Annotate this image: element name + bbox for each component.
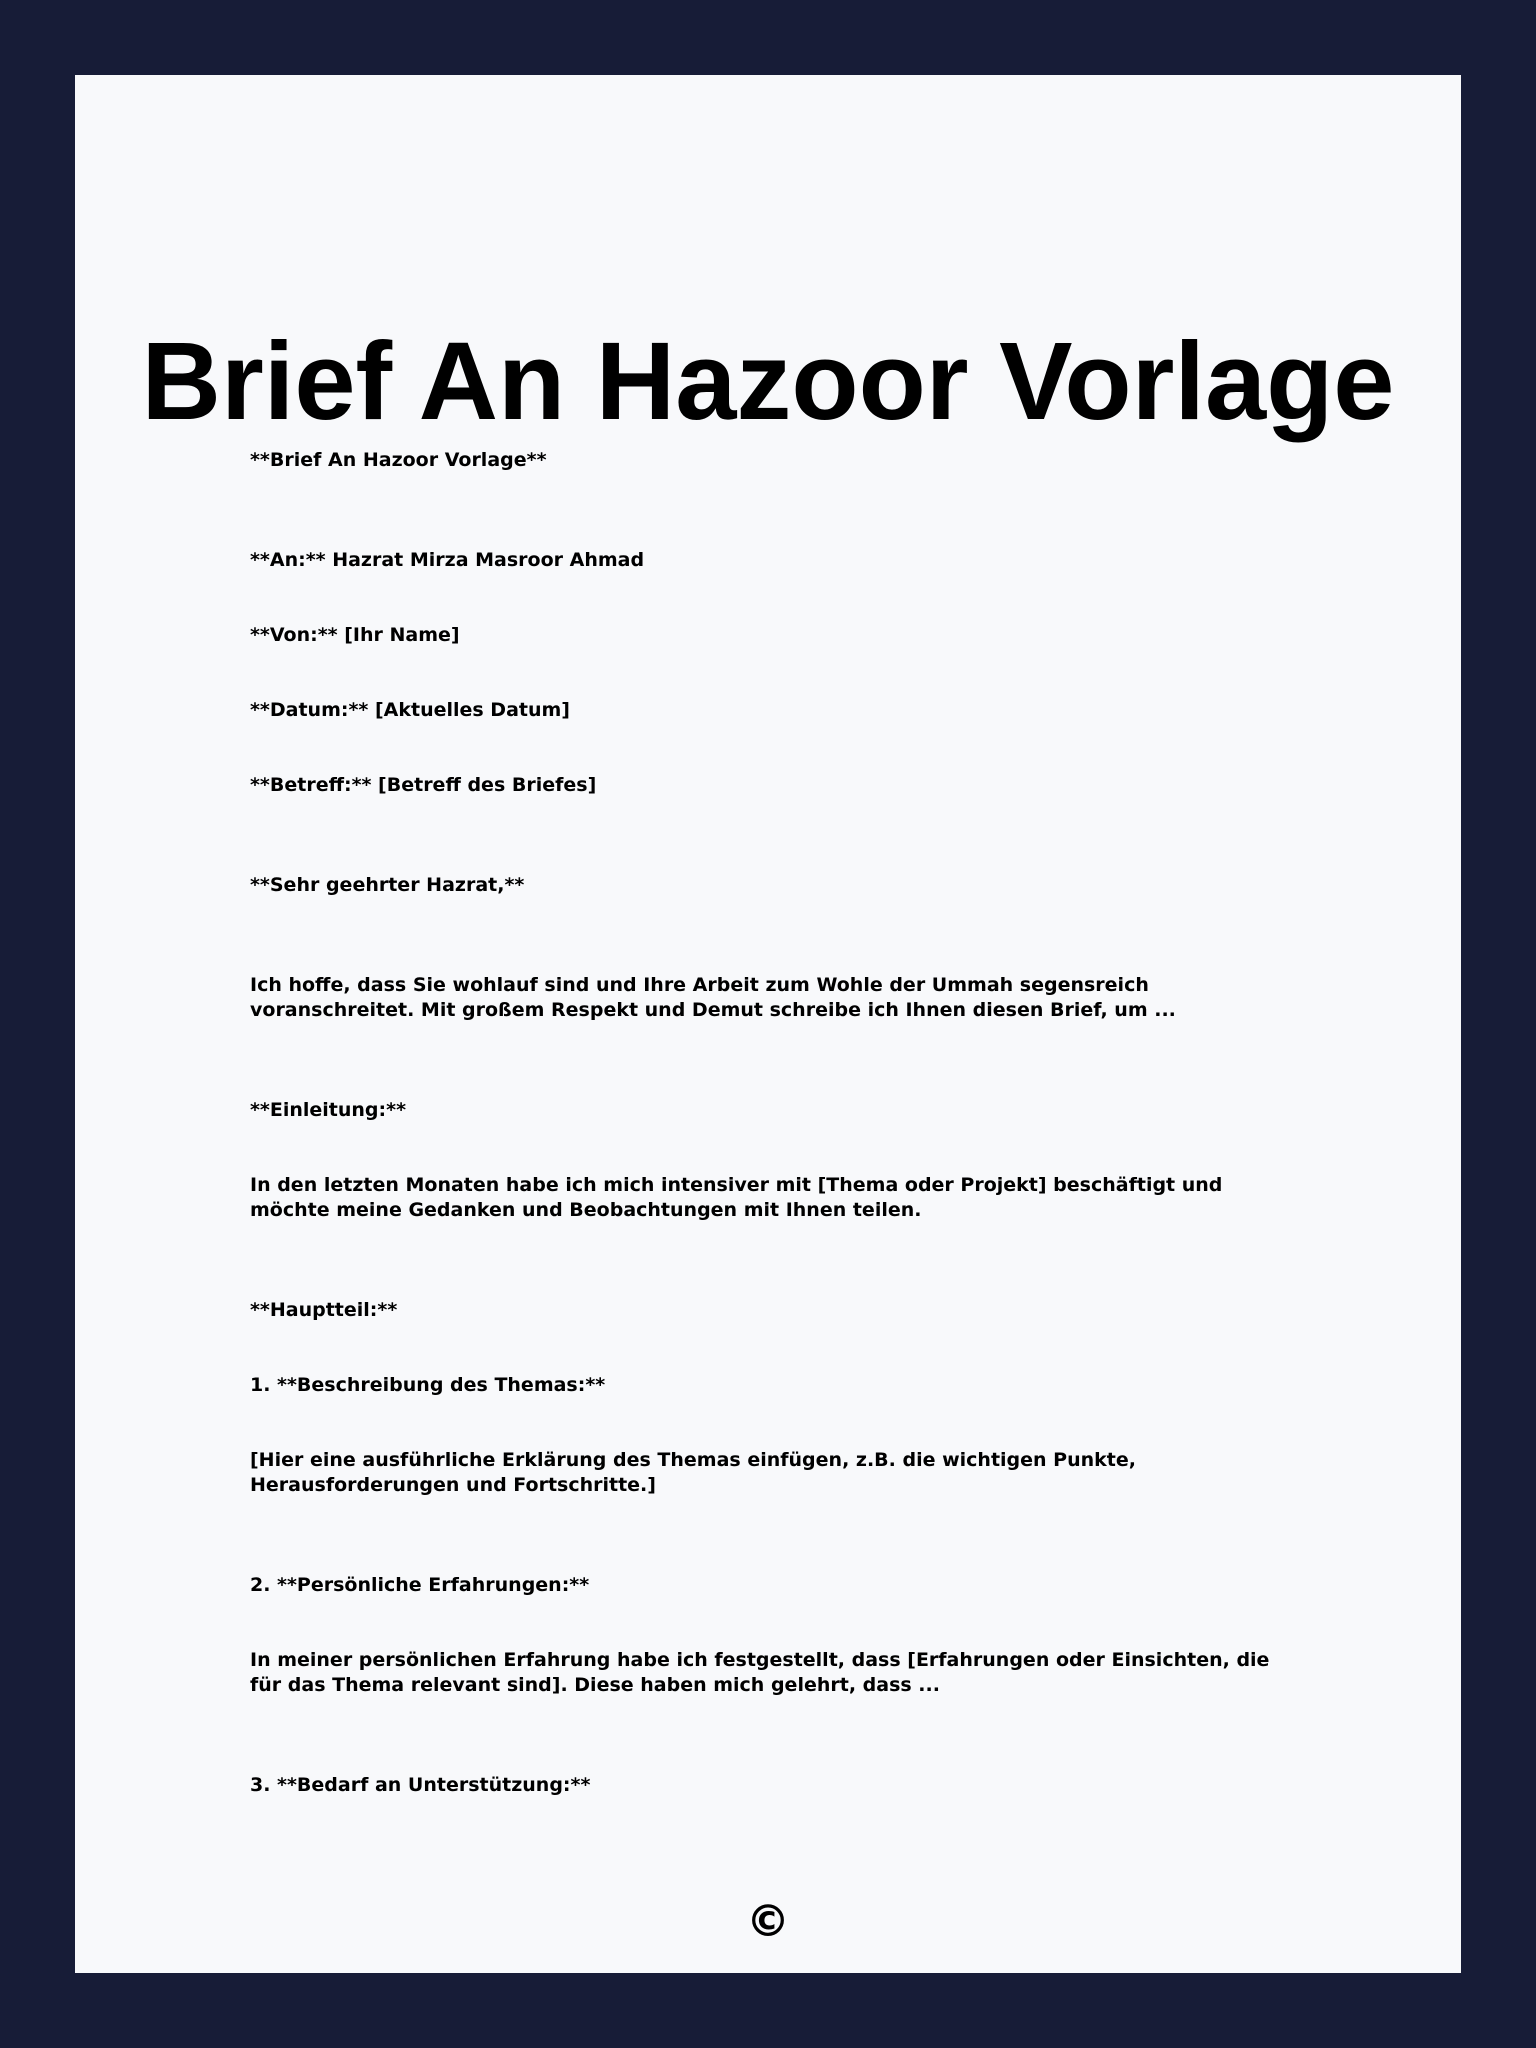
section-heading-main: **Hauptteil:** bbox=[250, 1299, 398, 1321]
introduction-paragraph: In den letzten Monaten habe ich mich intensiver mit [Thema oder Projekt] beschäftigt und möchte meine Gedanken und Beobachtungen mit Ihnen teilen. bbox=[250, 1174, 1223, 1221]
subject-line: **Betreff:** [Betreff des Briefes] bbox=[250, 774, 597, 796]
sender-line: **Von:** [Ihr Name] bbox=[250, 624, 460, 646]
personal-experiences-paragraph: In meiner persönlichen Erfahrung habe ich festgestellt, dass [Erfahrungen oder Einsichten, die für das Thema relevant sind]. Diese haben mich gelehrt, dass ... bbox=[250, 1649, 1270, 1696]
salutation: **Sehr geehrter Hazrat,** bbox=[250, 874, 525, 896]
list-item-personal-experiences: 2. **Persönliche Erfahrungen:** bbox=[250, 1574, 590, 1596]
copyright-icon: © bbox=[746, 1896, 790, 1947]
list-item-topic-description: 1. **Beschreibung des Themas:** bbox=[250, 1374, 606, 1396]
list-item-support-needed: 3. **Bedarf an Unterstützung:** bbox=[250, 1774, 591, 1796]
section-heading-introduction: **Einleitung:** bbox=[250, 1099, 407, 1121]
page-title: Brief An Hazoor Vorlage bbox=[141, 320, 1395, 443]
letter-heading: **Brief An Hazoor Vorlage** bbox=[250, 449, 547, 471]
opening-paragraph: Ich hoffe, dass Sie wohlauf sind und Ihre Arbeit zum Wohle der Ummah segensreich voranschreitet. Mit großem Respekt und Demut schreibe ich Ihnen diesen Brief, um ... bbox=[250, 974, 1176, 1021]
topic-description-paragraph: [Hier eine ausführliche Erklärung des Themas einfügen, z.B. die wichtigen Punkte, Herausforderungen und Fortschritte.] bbox=[250, 1449, 1136, 1496]
document-page bbox=[75, 75, 1461, 1973]
date-line: **Datum:** [Aktuelles Datum] bbox=[250, 699, 570, 721]
recipient-line: **An:** Hazrat Mirza Masroor Ahmad bbox=[250, 549, 645, 571]
